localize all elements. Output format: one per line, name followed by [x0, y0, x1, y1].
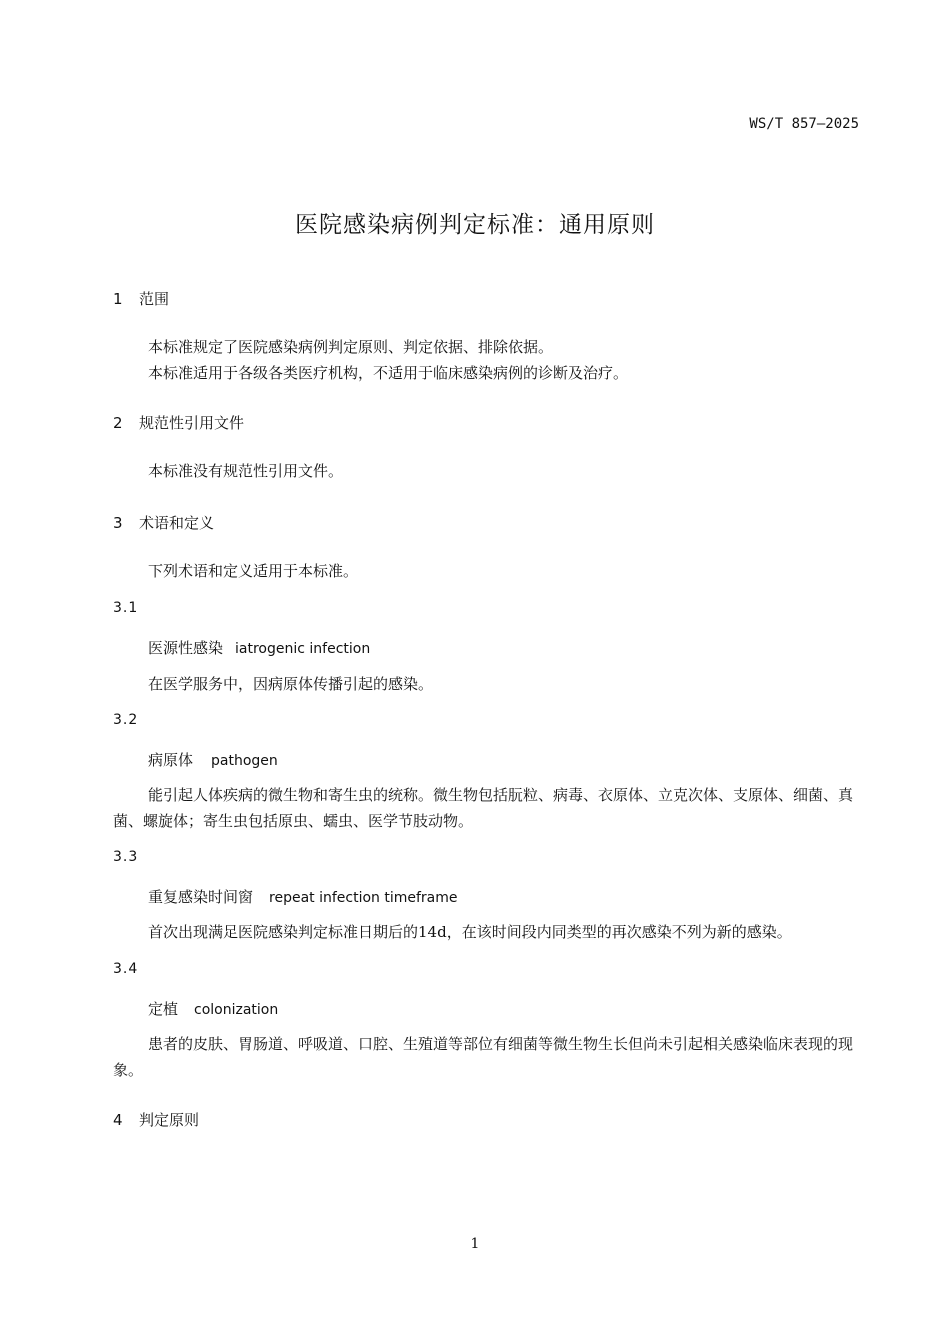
section-title: 范围: [139, 290, 170, 308]
term-number: 3.4: [113, 961, 139, 977]
term-number: 3.1: [113, 600, 139, 616]
page-number: 1: [470, 1236, 480, 1252]
section-number: 4: [113, 1111, 123, 1129]
section-heading-terms: [113, 512, 214, 533]
section-title: 术语和定义: [139, 514, 215, 532]
term-en: iatrogenic infection: [235, 641, 371, 657]
term-definition: 在医学服务中，因病原体传播引起的感染。: [148, 675, 434, 693]
section-number: 2: [113, 414, 123, 432]
term-entry: [148, 886, 458, 907]
term-zh: 定植: [148, 1000, 179, 1018]
document-title: 医院感染病例判定标准：通用原则: [295, 212, 655, 238]
paragraph: 本标准规定了医院感染病例判定原则、判定依据、排除依据。: [148, 338, 554, 356]
document-code: WS/T 857—2025: [749, 116, 859, 132]
term-number: 3.3: [113, 849, 139, 865]
term-definition: 能引起人体疾病的微生物和寄生虫的统称。微生物包括朊粒、病毒、衣原体、立克次体、支原体、细菌、真菌、螺旋体；寄生虫包括原虫、蠕虫、医学节肢动物。: [113, 786, 854, 830]
term-en: colonization: [194, 1002, 279, 1018]
section-heading-normative-references: [113, 412, 244, 433]
section-heading-principles: [113, 1109, 199, 1130]
paragraph: 本标准适用于各级各类医疗机构，不适用于临床感染病例的诊断及治疗。: [148, 364, 629, 382]
term-number: 3.2: [113, 712, 139, 728]
term-zh: 重复感染时间窗: [148, 888, 254, 906]
term-entry: [148, 637, 370, 658]
section-heading-scope: [113, 288, 169, 309]
section-title: 规范性引用文件: [139, 414, 245, 432]
term-entry: [148, 749, 278, 770]
term-en: repeat infection timeframe: [269, 890, 458, 906]
section-number: 1: [113, 290, 123, 308]
term-entry: [148, 998, 278, 1019]
term-zh: 病原体: [148, 751, 194, 769]
section-number: 3: [113, 514, 123, 532]
section-title: 判定原则: [139, 1111, 200, 1129]
term-definition: 首次出现满足医院感染判定标准日期后的14d，在该时间段内同类型的再次感染不列为新的感染。: [148, 923, 792, 941]
paragraph: 本标准没有规范性引用文件。: [148, 462, 344, 480]
term-zh: 医源性感染: [148, 639, 224, 657]
paragraph: 下列术语和定义适用于本标准。: [148, 562, 359, 580]
term-definition: 患者的皮肤、胃肠道、呼吸道、口腔、生殖道等部位有细菌等微生物生长但尚未引起相关感染临床表现的现象。: [113, 1035, 854, 1079]
term-en: pathogen: [211, 753, 278, 769]
